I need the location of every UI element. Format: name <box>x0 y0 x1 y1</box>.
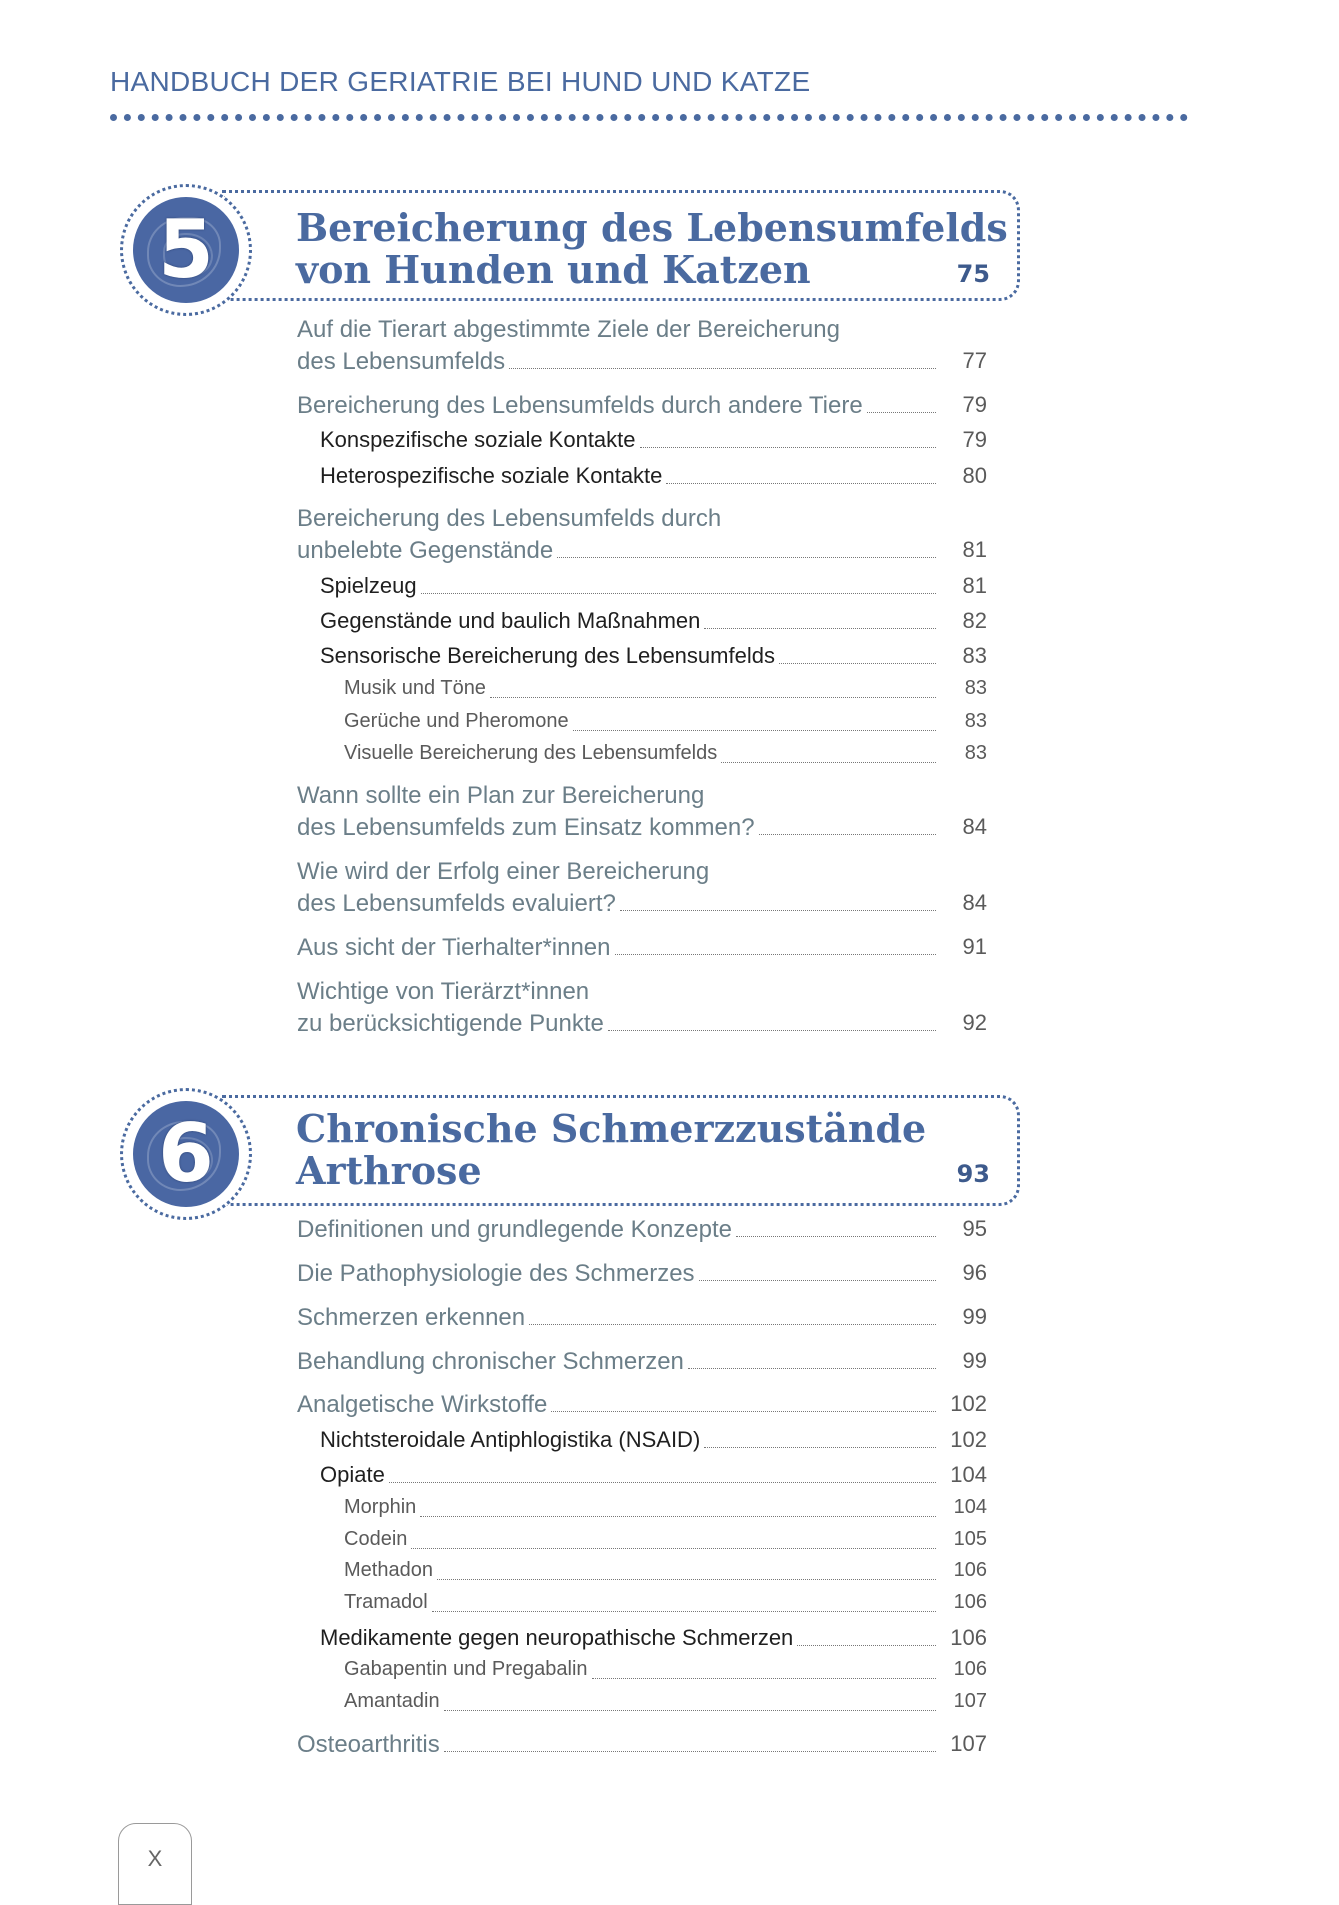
toc-entry-label: Nichtsteroidale Antiphlogistika (NSAID) <box>320 1427 701 1452</box>
toc-dot-leader <box>444 1710 936 1711</box>
toc-dot-leader <box>432 1611 936 1612</box>
toc-page-number: 81 <box>962 537 987 562</box>
toc-page-number: 83 <box>964 710 987 732</box>
toc-dot-leader <box>779 663 936 664</box>
toc-page-number: 83 <box>964 742 987 764</box>
toc-entry-label: Sensorische Bereicherung des Lebensumfelds <box>320 643 775 668</box>
toc-entry-label: Definitionen und grundlegende Konzepte <box>297 1216 733 1243</box>
toc-page-number: 107 <box>950 1731 987 1756</box>
toc-dot-leader <box>573 730 936 731</box>
toc-entry-label: Behandlung chronischer Schmerzen <box>297 1348 684 1375</box>
toc-page-number: 99 <box>962 1348 987 1373</box>
toc-entry-label: Die Pathophysiologie des Schmerzes <box>297 1260 695 1287</box>
toc-page-number: 82 <box>962 608 987 633</box>
chapter-title-line-1: Chronische Schmerzzustände <box>296 1106 927 1151</box>
toc-page-number: 77 <box>962 348 987 373</box>
toc-page-number: 84 <box>962 890 987 915</box>
toc-page-number: 104 <box>950 1462 987 1487</box>
toc-page-number: 80 <box>962 463 987 488</box>
toc-dot-leader <box>420 1516 936 1517</box>
toc-entry-label: Gegenstände und baulich Maßnahmen <box>320 608 701 633</box>
toc-entry-label: Visuelle Bereicherung des Lebensumfelds <box>344 742 718 764</box>
toc-entry-label: Heterospezifische soziale Kontakte <box>320 463 663 488</box>
toc-page-number: 84 <box>962 814 987 839</box>
toc-page-number: 102 <box>950 1427 987 1452</box>
toc-dot-leader <box>704 1447 936 1448</box>
chapter-title-line-2: von Hunden und Katzen <box>296 247 811 292</box>
toc-page-number: 104 <box>953 1496 987 1518</box>
toc-dot-leader <box>704 628 936 629</box>
toc-dot-leader <box>389 1482 936 1483</box>
toc-entry-label: Wie wird der Erfolg einer Bereicherung <box>297 858 710 885</box>
toc-dot-leader <box>699 1280 936 1281</box>
chapter-title <box>296 207 1008 291</box>
toc-page-number: 107 <box>953 1690 987 1712</box>
chapter-number: 6 <box>158 1107 214 1200</box>
toc-dot-leader <box>444 1751 936 1752</box>
toc-entry-label: Gabapentin und Pregabalin <box>344 1658 588 1680</box>
toc-page-number: 106 <box>953 1591 987 1613</box>
toc-page-number: 83 <box>964 677 987 699</box>
toc-dot-leader <box>721 762 936 763</box>
toc-dot-leader <box>620 910 936 911</box>
toc-entry-label: Medikamente gegen neuropathische Schmerzen <box>320 1625 794 1650</box>
folio-tab <box>118 1823 192 1905</box>
toc-entry-label: Bereicherung des Lebensumfelds durch <box>297 505 722 532</box>
header-dotted-rule <box>110 114 1188 121</box>
toc-dot-leader <box>666 483 936 484</box>
chapter-badge-emblem-icon <box>133 1101 239 1207</box>
toc-entry-label: Opiate <box>320 1462 385 1487</box>
toc-page-number: 79 <box>962 427 987 452</box>
page-number: X <box>147 1846 163 1871</box>
toc-dot-leader <box>759 834 936 835</box>
toc-page-number: 92 <box>962 1010 987 1035</box>
toc-dot-leader <box>867 412 936 413</box>
toc-page-number: 96 <box>962 1260 987 1285</box>
toc-dot-leader <box>411 1548 936 1549</box>
toc-entry-label: Aus sicht der Tierhalter*innen <box>297 934 611 961</box>
toc-entry-label: Amantadin <box>344 1690 440 1712</box>
toc-page-number: 81 <box>962 573 987 598</box>
toc-dot-leader <box>640 447 936 448</box>
toc-page-number: 99 <box>962 1304 987 1329</box>
toc-entry-label: Auf die Tierart abgestimmte Ziele der Bereicherung <box>297 316 840 343</box>
toc-entry-label: Wann sollte ein Plan zur Bereicherung <box>297 782 705 809</box>
toc-page-number: 105 <box>953 1528 987 1550</box>
chapter-number-badge <box>120 1088 252 1220</box>
toc-entry-label: des Lebensumfelds evaluiert? <box>297 890 616 917</box>
chapter-title <box>296 1108 926 1192</box>
toc-dot-leader <box>615 954 936 955</box>
toc-dot-leader <box>608 1030 936 1031</box>
chapter-page-number: 75 <box>956 260 990 288</box>
toc-entry-label: Bereicherung des Lebensumfelds durch andere Tiere <box>297 392 863 419</box>
toc-entry-label: Osteoarthritis <box>297 1731 440 1758</box>
chapter-title-line-2: Arthrose <box>296 1148 482 1193</box>
chapter-number-badge <box>120 184 252 316</box>
toc-entry-label: Morphin <box>344 1496 417 1518</box>
toc-dot-leader <box>421 593 936 594</box>
toc-page-number: 83 <box>962 643 987 668</box>
toc-page-number: 106 <box>953 1658 987 1680</box>
toc-dot-leader <box>529 1324 936 1325</box>
toc-entry-label: Methadon <box>344 1559 433 1581</box>
toc-entry-label: Konspezifische soziale Kontakte <box>320 427 636 452</box>
toc-dot-leader <box>509 368 936 369</box>
toc-page-number: 102 <box>950 1391 987 1416</box>
toc-entry-label: des Lebensumfelds zum Einsatz kommen? <box>297 814 755 841</box>
toc-dot-leader <box>551 1411 936 1412</box>
toc-entry-label: Spielzeug <box>320 573 417 598</box>
toc-page-number: 95 <box>962 1216 987 1241</box>
toc-dot-leader <box>557 557 936 558</box>
toc-page-number: 106 <box>953 1559 987 1581</box>
toc-dot-leader <box>688 1368 936 1369</box>
toc-page-number: 106 <box>950 1625 987 1650</box>
chapter-number: 5 <box>158 203 214 296</box>
toc-entry-label: Tramadol <box>344 1591 428 1613</box>
toc-entry-label: Schmerzen erkennen <box>297 1304 526 1331</box>
toc-entry-label: zu berücksichtigende Punkte <box>297 1010 604 1037</box>
toc-entry-label: Analgetische Wirkstoffe <box>297 1391 548 1418</box>
toc-entry-label: Wichtige von Tierärzt*innen <box>297 978 590 1005</box>
toc-dot-leader <box>797 1645 936 1646</box>
chapter-badge-emblem-icon <box>133 197 239 303</box>
toc-entry-label: Musik und Töne <box>344 677 486 699</box>
toc-entry-label: des Lebensumfelds <box>297 348 506 375</box>
toc-entry-label: unbelebte Gegenstände <box>297 537 554 564</box>
toc-entry-label: Gerüche und Pheromone <box>344 710 569 732</box>
toc-entry-label: Codein <box>344 1528 408 1550</box>
chapter-title-line-1: Bereicherung des Lebensumfelds <box>296 205 1008 250</box>
toc-dot-leader <box>490 697 936 698</box>
toc-page-number: 79 <box>962 392 987 417</box>
running-head: HANDBUCH DER GERIATRIE BEI HUND UND KATZE <box>110 66 811 97</box>
toc-dot-leader <box>437 1579 936 1580</box>
toc-page-number: 91 <box>962 934 987 959</box>
chapter-page-number: 93 <box>956 1160 990 1188</box>
toc-dot-leader <box>736 1236 936 1237</box>
toc-dot-leader <box>592 1678 936 1679</box>
